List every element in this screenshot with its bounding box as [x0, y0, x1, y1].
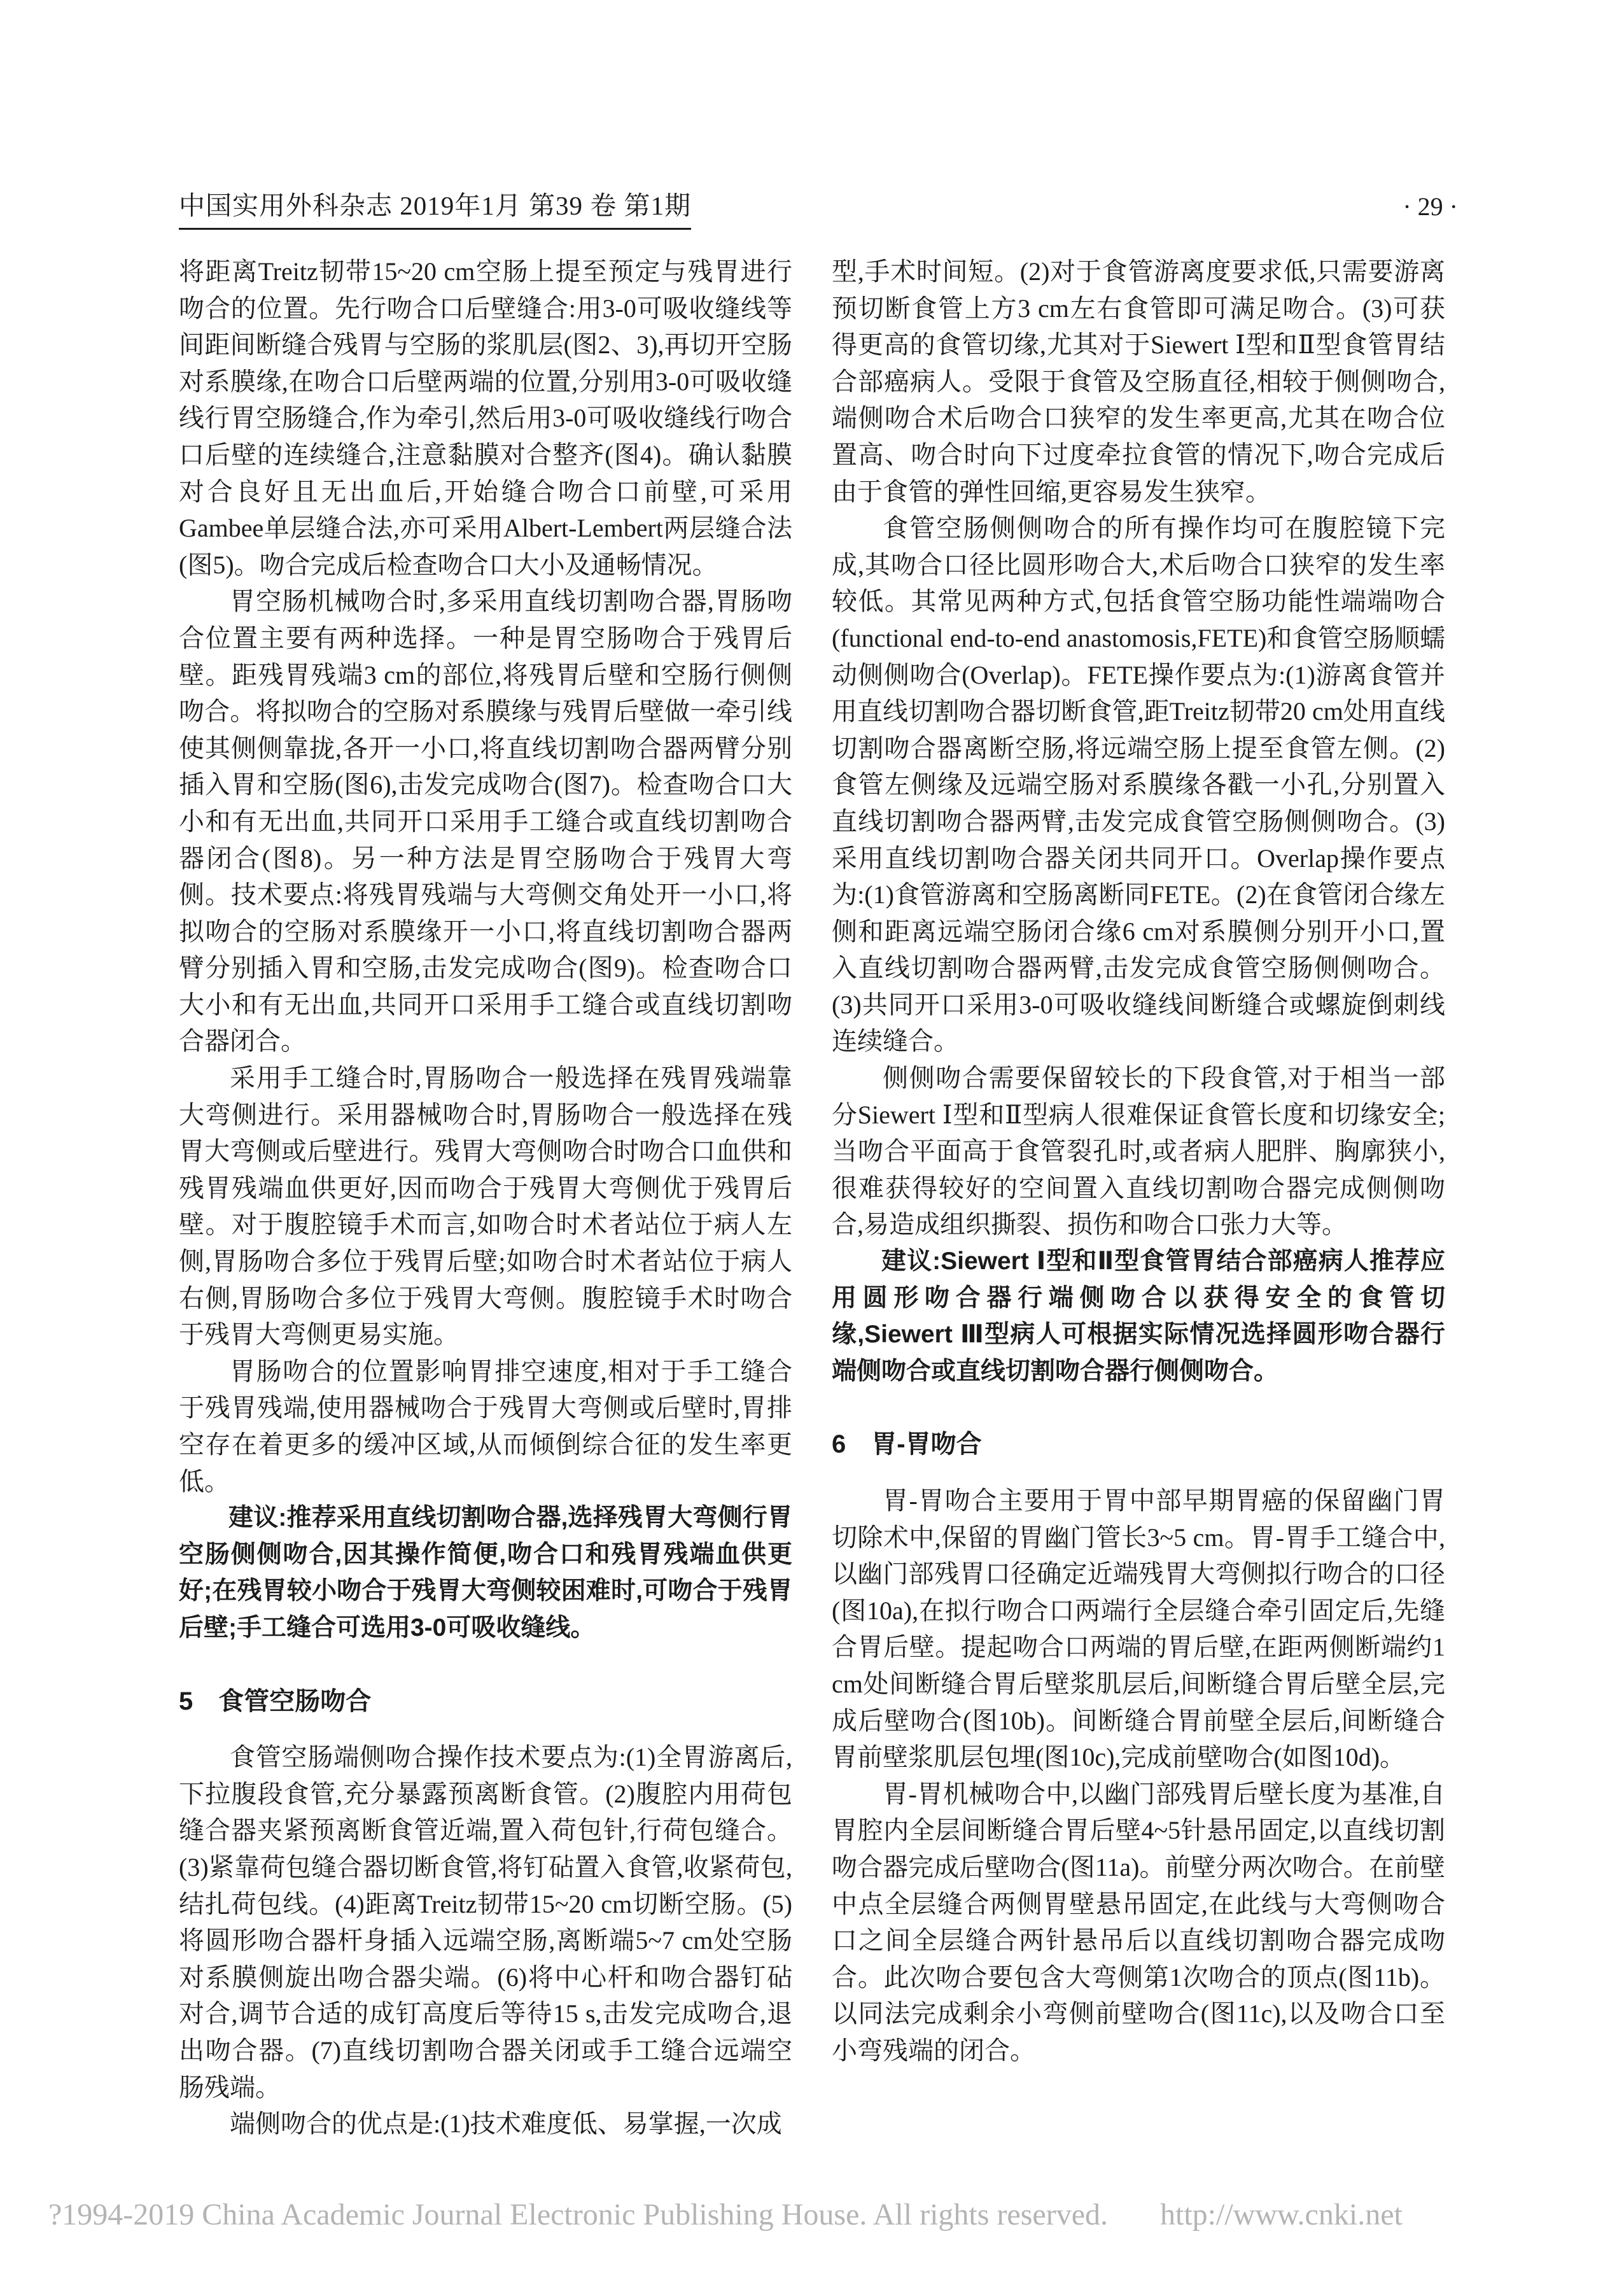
page-number: · 29 ·	[1403, 192, 1458, 221]
body-paragraph: 食管空肠端侧吻合操作技术要点为:(1)全胃游离后,下拉腹段食管,充分暴露预离断食管。(2)腹腔内用荷包缝合器夹紧预离断食管近端,置入荷包针,行荷包缝合。(3)紧靠荷包缝合器切断食管,将钉砧置入食管,收紧荷包,结扎荷包线。(4)距离Treitz韧带15~20 cm切断空肠。(5)将圆形吻合器杆身插入远端空肠,离断端5~7 cm处空肠对系膜侧旋出吻合器尖端。(6)将中心杆和吻合器钉砧对合,调节合适的成钉高度后等待15 s,击发完成吻合,退出吻合器。(7)直线切割吻合器关闭或手工缝合远端空肠残端。	[179, 1743, 792, 2102]
body-paragraph: 食管空肠侧侧吻合的所有操作均可在腹腔镜下完成,其吻合口径比圆形吻合大,术后吻合口狭窄的发生率较低。其常见两种方式,包括食管空肠功能性端端吻合(functional end-to-end anastomosis,FETE)和食管空肠顺蠕动侧侧吻合(Overlap)。FETE操作要点为:(1)游离食管并用直线切割吻合器切断食管,距Treitz韧带20 cm处用直线切割吻合器离断空肠,将远端空肠上提至食管左侧。(2)食管左侧缘及远端空肠对系膜缘各戳一小孔,分别置入直线切割吻合器两臂,击发完成食管空肠侧侧吻合。(3)采用直线切割吻合器关闭共同开口。Overlap操作要点为:(1)食管游离和空肠离断同FETE。(2)在食管闭合缘左侧和距离远端空肠闭合缘6 cm对系膜侧分别开小口,置入直线切割吻合器两臂,击发完成食管空肠侧侧吻合。(3)共同开口采用3-0可吸收缝线间断缝合或螺旋倒刺线连续缝合。	[832, 514, 1445, 1056]
right-column	[832, 253, 1445, 2142]
body-paragraph: 胃空肠机械吻合时,多采用直线切割吻合器,胃肠吻合位置主要有两种选择。一种是胃空肠吻合于残胃后壁。距残胃残端3 cm的部位,将残胃后壁和空肠行侧侧吻合。将拟吻合的空肠对系膜缘与残胃后壁做一牵引线使其侧侧靠拢,各开一小口,将直线切割吻合器两臂分别插入胃和空肠(图6),击发完成吻合(图7)。检查吻合口大小和有无出血,共同开口采用手工缝合或直线切割吻合器闭合(图8)。另一种方法是胃空肠吻合于残胃大弯侧。技术要点:将残胃残端与大弯侧交角处开一小口,将拟吻合的空肠对系膜缘开一小口,将直线切割吻合器两臂分别插入胃和空肠,击发完成吻合(图9)。检查吻合口大小和有无出血,共同开口采用手工缝合或直线切割吻合器闭合。	[179, 587, 792, 1056]
recommendation-paragraph: 建议:Siewert Ⅰ型和Ⅱ型食管胃结合部癌病人推荐应用圆形吻合器行端侧吻合以获得安全的食管切缘,Siewert Ⅲ型病人可根据实际情况选择圆形吻合器行端侧吻合或直线切割吻合器行侧侧吻合。	[832, 1248, 1445, 1385]
footer-url: http://www.cnki.net	[1160, 2198, 1403, 2232]
section-heading: 5 食管空肠吻合	[179, 1687, 372, 1715]
body-paragraph: 胃-胃机械吻合中,以幽门部残胃后壁长度为基准,自胃腔内全层间断缝合胃后壁4~5针悬吊固定,以直线切割吻合器完成后壁吻合(图11a)。前壁分两次吻合。在前壁中点全层缝合两侧胃壁悬吊固定,在此线与大弯侧吻合口之间全层缝合两针悬吊后以直线切割吻合器完成吻合。此次吻合要包含大弯侧第1次吻合的顶点(图11b)。以同法完成剩余小弯侧前壁吻合(图11c),以及吻合口至小弯残端的闭合。	[832, 1779, 1445, 2065]
body-paragraph: 胃肠吻合的位置影响胃排空速度,相对于手工缝合于残胃残端,使用器械吻合于残胃大弯侧或后壁时,胃排空存在着更多的缓冲区域,从而倾倒综合征的发生率更低。	[179, 1356, 792, 1496]
body-paragraph: 侧侧吻合需要保留较长的下段食管,对于相当一部分Siewert Ⅰ型和Ⅱ型病人很难保证食管长度和切缘安全;当吻合平面高于食管裂孔时,或者病人肥胖、胸廓狭小,很难获得较好的空间置入直线切割吻合器完成侧侧吻合,易造成组织撕裂、损伤和吻合口张力大等。	[832, 1064, 1445, 1239]
footer	[48, 2197, 1403, 2233]
body-paragraph: 将距离Treitz韧带15~20 cm空肠上提至预定与残胃进行吻合的位置。先行吻合口后壁缝合:用3-0可吸收缝线等间距间断缝合残胃与空肠的浆肌层(图2、3),再切开空肠对系膜缘,在吻合口后壁两端的位置,分别用3-0可吸收缝线行胃空肠缝合,作为牵引,然后用3-0可吸收缝线行吻合口后壁的连续缝合,注意黏膜对合整齐(图4)。确认黏膜对合良好且无出血后,开始缝合吻合口前壁,可采用Gambee单层缝合法,亦可采用Albert-Lembert两层缝合法(图5)。吻合完成后检查吻合口大小及通畅情况。	[179, 257, 792, 579]
body-paragraph: 端侧吻合的优点是:(1)技术难度低、易掌握,一次成	[230, 2109, 782, 2139]
text-columns	[179, 253, 1445, 2142]
section-heading: 6 胃-胃吻合	[832, 1430, 982, 1459]
body-paragraph: 胃-胃吻合主要用于胃中部早期胃癌的保留幽门胃切除术中,保留的胃幽门管长3~5 cm。胃-胃手工缝合中,以幽门部残胃口径确定近端残胃大弯侧拟行吻合的口径(图10a),在拟行吻合口两端行全层缝合牵引固定后,先缝合胃后壁。提起吻合口两端的胃后壁,在距两侧断端约1 cm处间断缝合胃后壁浆肌层后,间断缝合胃后壁全层,完成后壁吻合(图10b)。间断缝合胃前壁全层后,间断缝合胃前壁浆肌层包埋(图10c),完成前壁吻合(如图10d)。	[832, 1486, 1445, 1772]
body-paragraph: 型,手术时间短。(2)对于食管游离度要求低,只需要游离预切断食管上方3 cm左右食管即可满足吻合。(3)可获得更高的食管切缘,尤其对于Siewert Ⅰ型和Ⅱ型食管胃结合部癌病人。受限于食管及空肠直径,相较于侧侧吻合,端侧吻合术后吻合口狭窄的发生率更高,尤其在吻合位置高、吻合时向下过度牵拉食管的情况下,吻合完成后由于食管的弹性回缩,更容易发生狭窄。	[832, 257, 1445, 506]
page-header	[179, 191, 1458, 230]
footer-copyright: ?1994-2019 China Academic Journal Electronic Publishing House. All rights reserved.	[48, 2198, 1108, 2232]
recommendation-paragraph: 建议:推荐采用直线切割吻合器,选择残胃大弯侧行胃空肠侧侧吻合,因其操作简便,吻合口和残胃残端血供更好;在残胃较小吻合于残胃大弯侧较困难时,可吻合于残胃后壁;手工缝合可选用3-0可吸收缝线。	[179, 1504, 792, 1642]
body-paragraph: 采用手工缝合时,胃肠吻合一般选择在残胃残端靠大弯侧进行。采用器械吻合时,胃肠吻合一般选择在残胃大弯侧或后壁进行。残胃大弯侧吻合时吻合口血供和残胃残端血供更好,因而吻合于残胃大弯侧优于残胃后壁。对于腹腔镜手术而言,如吻合时术者站位于病人左侧,胃肠吻合多位于残胃后壁;如吻合时术者站位于病人右侧,胃肠吻合多位于残胃大弯侧。腹腔镜手术时吻合于残胃大弯侧更易实施。	[179, 1064, 792, 1349]
left-column	[179, 253, 792, 2142]
journal-title: 中国实用外科杂志 2019年1月 第39 卷 第1期	[179, 191, 691, 230]
